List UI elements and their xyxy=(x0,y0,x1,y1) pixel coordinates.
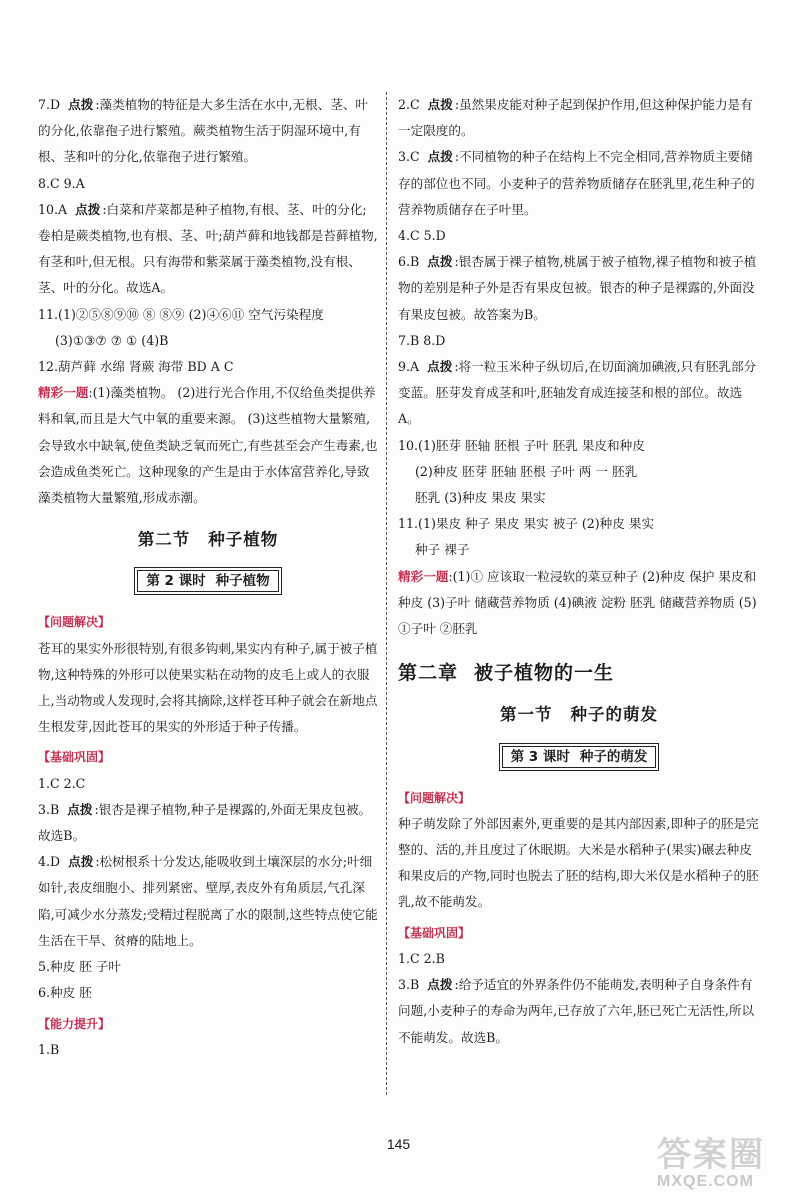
hint-keyword: 点拨 xyxy=(427,359,453,375)
section-title-seed-plants xyxy=(38,527,378,553)
answer-text: :白菜和芹菜都是种子植物,有根、茎、叶的分化;卷柏是蕨类植物,也有根、茎、叶;葫芦藓和地钱都是苔藓植物,有茎和叶,但无根。只有海带和紫菜属于藻类植物,没有根、茎、叶的分化。故选A。 xyxy=(38,201,378,296)
hint-keyword: 点拨 xyxy=(67,801,93,817)
answer-number: 3.C xyxy=(398,149,420,165)
answer-list-left xyxy=(38,92,378,511)
answer-text: 10.(1)胚芽 胚轴 胚根 子叶 胚乳 果皮和种皮 xyxy=(398,437,645,453)
answer-item xyxy=(398,92,760,144)
answer-item xyxy=(398,946,760,972)
section-name: 种子植物 xyxy=(208,530,279,550)
answer-text: 11.(1)②⑤⑧⑨⑩ ⑧ ⑧⑨ (2)④⑥⑪ 空气污染程度 xyxy=(38,306,324,322)
answer-number: 3.B xyxy=(38,801,60,817)
answer-text: 11.(1)果皮 种子 果皮 果实 被子 (2)种皮 果实 xyxy=(398,516,655,532)
highlight-tag: 精彩一题 xyxy=(398,568,449,584)
answer-text: :藻类植物的特征是大多生活在水中,无根、茎、叶的分化,依靠孢子进行繁殖。蕨类植物生活于阴湿环境中,有根、茎和叶的分化,依靠孢子进行繁殖。 xyxy=(38,97,369,165)
answer-text: (2)种皮 胚芽 胚轴 胚根 子叶 两 一 胚乳 xyxy=(415,463,638,479)
heading-basic-consolidation: 【基础巩固】 xyxy=(398,925,471,940)
watermark-logo xyxy=(657,1136,787,1192)
answer-item xyxy=(398,511,760,537)
heading-ability-improvement: 【能力提升】 xyxy=(38,1016,111,1031)
watermark-text: 答案圈 xyxy=(657,1135,765,1175)
lesson-label: 第 2 课时 xyxy=(146,573,206,590)
answer-item xyxy=(38,980,378,1006)
hint-keyword: 点拨 xyxy=(427,97,453,112)
answer-item xyxy=(398,223,760,249)
basic-answers-right xyxy=(398,946,760,1051)
left-column xyxy=(38,92,378,1063)
answer-item xyxy=(398,328,760,354)
answer-text: 12.葫芦藓 水绵 肾蕨 海带 BD A C xyxy=(38,359,234,375)
heading-basic-consolidation: 【基础巩固】 xyxy=(38,750,111,765)
problem-solving-text: 种子萌发除了外部因素外,更重要的是其内部因素,即种子的胚是完整的、活的,并且度过了休眠期。大米是水稻种子(果实)碾去种皮和果皮后的产物,同时也脱去了胚的结构,即大米仅是水稻种子的胚乳,故不能萌发。 xyxy=(398,815,759,910)
answer-item xyxy=(38,171,378,197)
answer-item xyxy=(398,144,760,223)
answer-text: :将一粒玉米种子纵切后,在切面滴加碘液,只有胚乳部分变蓝。胚芽发育成茎和叶,胚轴发育成连接茎和根的部位。故选A。 xyxy=(398,359,757,427)
answer-text: (3)①③⑦ ⑦ ① (4)B xyxy=(55,332,169,348)
answer-item xyxy=(38,328,378,354)
column-divider xyxy=(386,92,388,1095)
answer-item xyxy=(398,249,760,328)
answer-item xyxy=(398,537,760,563)
answer-item xyxy=(398,485,760,511)
answer-text: 6.种皮 胚 xyxy=(38,985,92,1001)
lesson-box-2 xyxy=(38,567,378,595)
answer-text: :银杏属于裸子植物,桃属于被子植物,裸子植物和被子植物的差别是种子外是否有果皮包被。银杏的种子是裸露的,外面没有果皮包被。故答案为B。 xyxy=(398,254,757,322)
lesson-box-3 xyxy=(398,743,760,771)
hint-keyword: 点拨 xyxy=(68,854,94,870)
answer-item xyxy=(398,459,760,485)
answer-text: :(1)藻类植物。 (2)进行光合作用,不仅给鱼类提供养料和氧,而且是大气中氧的重要来源。 (3)这些植物大量繁殖,会导致水中缺氧,使鱼类缺乏氧而死亡,有些甚至会产生毒素,也会造成鱼类死亡。这种现象的产生是由于水体富营养化,导致藻类植物大量繁殖,形成赤潮。 xyxy=(38,385,378,506)
answer-text: :给予适宜的外界条件仍不能萌发,表明种子自身条件有问题,小麦种子的寿命为两年,已存放了六年,胚已死亡无活性,所以不能萌发。故选B。 xyxy=(398,977,755,1045)
lesson-label: 第 3 课时 xyxy=(510,748,570,765)
highlight-question xyxy=(38,380,378,511)
answer-item xyxy=(38,1037,378,1063)
answer-item xyxy=(38,954,378,980)
answer-item xyxy=(38,354,378,380)
answer-item xyxy=(398,433,760,459)
answer-number: 3.B xyxy=(398,977,420,993)
page-number: 145 xyxy=(386,1136,411,1152)
answer-text: 1.C 2.B xyxy=(398,950,445,966)
answer-text: 1.C 2.C xyxy=(38,775,86,791)
answer-text: 7.B 8.D xyxy=(398,332,446,348)
highlight-question xyxy=(398,564,760,643)
answer-item xyxy=(398,354,760,433)
answer-text: 8.C 9.A xyxy=(38,175,85,191)
chapter-label: 第二章 xyxy=(398,662,459,685)
lesson-title: 种子的萌发 xyxy=(579,748,648,765)
answer-item xyxy=(38,771,378,797)
answer-text: 1.B xyxy=(38,1041,60,1057)
answer-text: :银杏是裸子植物,种子是裸露的,外面无果皮包被。故选B。 xyxy=(38,801,372,844)
answer-number: 2.C xyxy=(398,97,420,112)
answer-item xyxy=(38,302,378,328)
section-name: 种子的萌发 xyxy=(570,705,658,725)
answer-item xyxy=(38,797,378,849)
section-title-germination xyxy=(398,702,760,728)
answer-number: 10.A xyxy=(38,201,68,217)
answer-list-right xyxy=(398,92,760,642)
hint-keyword: 点拨 xyxy=(427,977,453,993)
answer-text: 4.C 5.D xyxy=(398,228,446,244)
hint-keyword: 点拨 xyxy=(75,201,101,217)
hint-keyword: 点拨 xyxy=(427,254,453,270)
answer-number: 9.A xyxy=(398,359,420,375)
section-label: 第二节 xyxy=(137,530,191,550)
answer-text: 种子 裸子 xyxy=(415,542,470,558)
ability-answers-left xyxy=(38,1037,378,1063)
answer-text: :不同植物的种子在结构上不完全相同,营养物质主要储存的部位也不同。小麦种子的营养物质储存在胚乳里,花生种子的营养物质储存在子叶里。 xyxy=(398,149,755,217)
watermark-url: MXQE.COM xyxy=(657,1173,754,1190)
heading-problem-solving: 【问题解决】 xyxy=(38,615,111,630)
answer-item xyxy=(38,197,378,302)
answer-number: 7.D xyxy=(38,97,61,112)
answer-text: :(1)① 应该取一粒浸软的菜豆种子 (2)种皮 保护 果皮和种皮 (3)子叶 储藏营养物质 (4)碘液 淀粉 胚乳 储藏营养物质 (5)①子叶 ②胚乳 xyxy=(398,568,757,637)
answer-number: 4.D xyxy=(38,854,61,870)
answer-text: 胚乳 (3)种皮 果皮 果实 xyxy=(415,490,546,506)
hint-keyword: 点拨 xyxy=(68,97,94,112)
highlight-tag: 精彩一题 xyxy=(38,385,89,401)
heading-problem-solving: 【问题解决】 xyxy=(398,790,471,805)
chapter-title xyxy=(398,660,760,686)
right-column xyxy=(398,92,760,1051)
section-label: 第一节 xyxy=(500,705,553,725)
answer-number: 6.B xyxy=(398,254,420,270)
answer-item xyxy=(38,92,378,171)
answer-text: :松树根系十分发达,能吸收到土壤深层的水分;叶细如针,表皮细胞小、排列紧密、壁厚,表皮外有角质层,气孔深陷,可减少水分蒸发;受精过程脱离了水的限制,这些特点使它能生活在干旱、贫瘠的陆地上。 xyxy=(38,854,378,948)
problem-solving-text: 苍耳的果实外形很特别,有很多钩刺,果实内有种子,属于被子植物,这种特殊的外形可以使果实粘在动物的皮毛上或人的衣服上,当动物或人发现时,会将其摘除,这样苍耳种子就会在新地点生根发芽,因此苍耳的果实的外形适于种子传播。 xyxy=(38,640,378,735)
answer-text: :虽然果皮能对种子起到保护作用,但这种保护能力是有一定限度的。 xyxy=(398,97,753,139)
answer-text: 5.种皮 胚 子叶 xyxy=(38,959,121,975)
answer-item xyxy=(398,972,760,1051)
lesson-title: 种子植物 xyxy=(215,573,270,590)
chapter-name: 被子植物的一生 xyxy=(474,662,615,685)
answer-item xyxy=(38,849,378,954)
basic-answers-left xyxy=(38,771,378,1007)
hint-keyword: 点拨 xyxy=(427,149,453,165)
